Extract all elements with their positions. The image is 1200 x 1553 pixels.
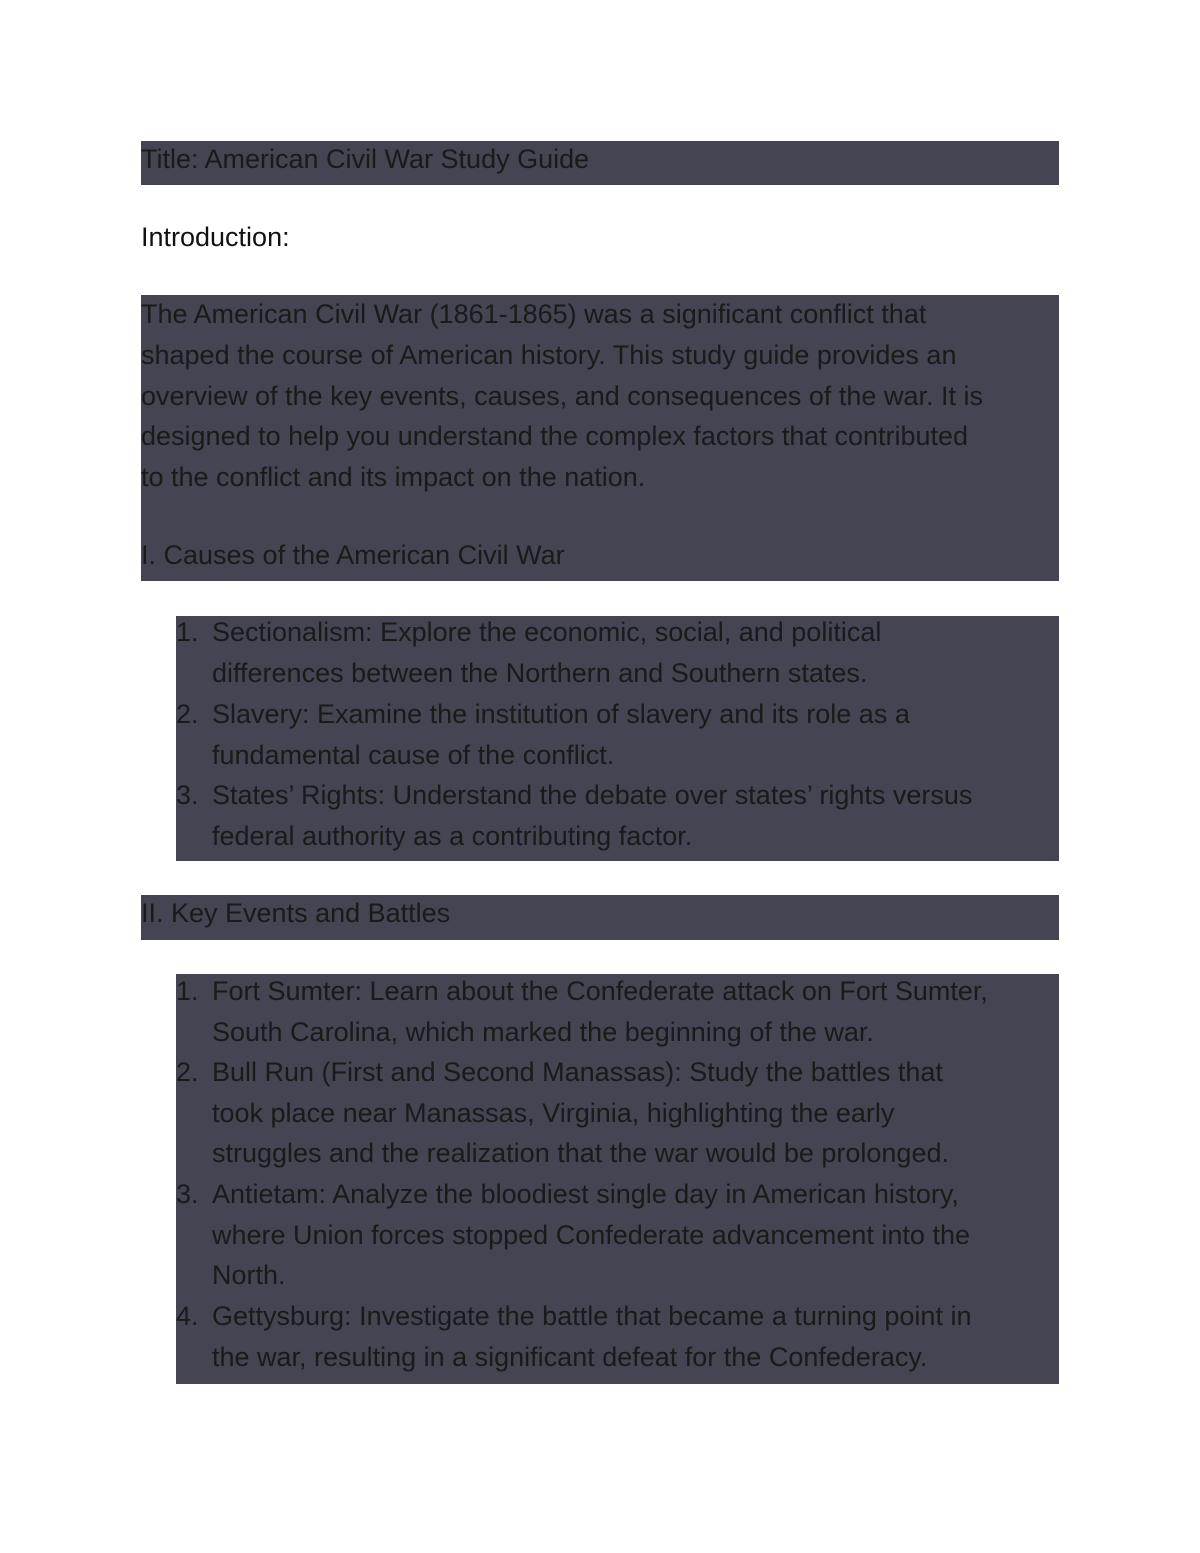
list-text: Bull Run (First and Second Manassas): Study the battles that took place near Manassas, Virginia, highlighting the early struggles and the realization that the war would be prolonged. <box>212 1057 949 1169</box>
list-text: Fort Sumter: Learn about the Confederate attack on Fort Sumter, South Carolina, which marked the beginning of the war. <box>212 976 988 1047</box>
introduction-heading: Introduction: <box>141 222 290 252</box>
list-number: 4. <box>176 1301 199 1331</box>
list-number: 2. <box>176 1057 199 1087</box>
list-text: Sectionalism: Explore the economic, social, and political differences between the Northern and Southern states. <box>212 617 882 688</box>
list-number: 3. <box>176 780 199 810</box>
list-item <box>176 612 1056 693</box>
list-number: 2. <box>176 699 199 729</box>
intro-line: shaped the course of American history. This study guide provides an <box>141 340 957 370</box>
document-title: Title: American Civil War Study Guide <box>141 144 590 174</box>
intro-line: overview of the key events, causes, and consequences of the war. It is <box>141 381 983 411</box>
list-number: 1. <box>176 617 199 647</box>
list-text: Gettysburg: Investigate the battle that became a turning point in the war, resulting in a significant defeat for the Confederacy. <box>212 1301 972 1372</box>
list-text: Antietam: Analyze the bloodiest single day in American history, where Union forces stopped Confederate advancement into the North. <box>212 1179 970 1291</box>
list-text: States’ Rights: Understand the debate over states’ rights versus federal authority as a contributing factor. <box>212 780 973 851</box>
intro-line: designed to help you understand the complex factors that contributed <box>141 421 969 451</box>
section-2-heading: II. Key Events and Battles <box>141 898 451 928</box>
list-number: 3. <box>176 1179 199 1209</box>
list-text: Slavery: Examine the institution of slavery and its role as a fundamental cause of the conflict. <box>212 699 910 770</box>
list-item <box>176 1052 1056 1174</box>
section-1-heading: I. Causes of the American Civil War <box>141 540 565 570</box>
list-item <box>176 1174 1056 1296</box>
list-item <box>176 971 1056 1052</box>
intro-line: to the conflict and its impact on the nation. <box>141 462 646 492</box>
intro-line: The American Civil War (1861-1865) was a significant conflict that <box>141 299 927 329</box>
list-item <box>176 1296 1056 1377</box>
list-number: 1. <box>176 976 199 1006</box>
list-item <box>176 694 1056 775</box>
list-item <box>176 775 1056 856</box>
